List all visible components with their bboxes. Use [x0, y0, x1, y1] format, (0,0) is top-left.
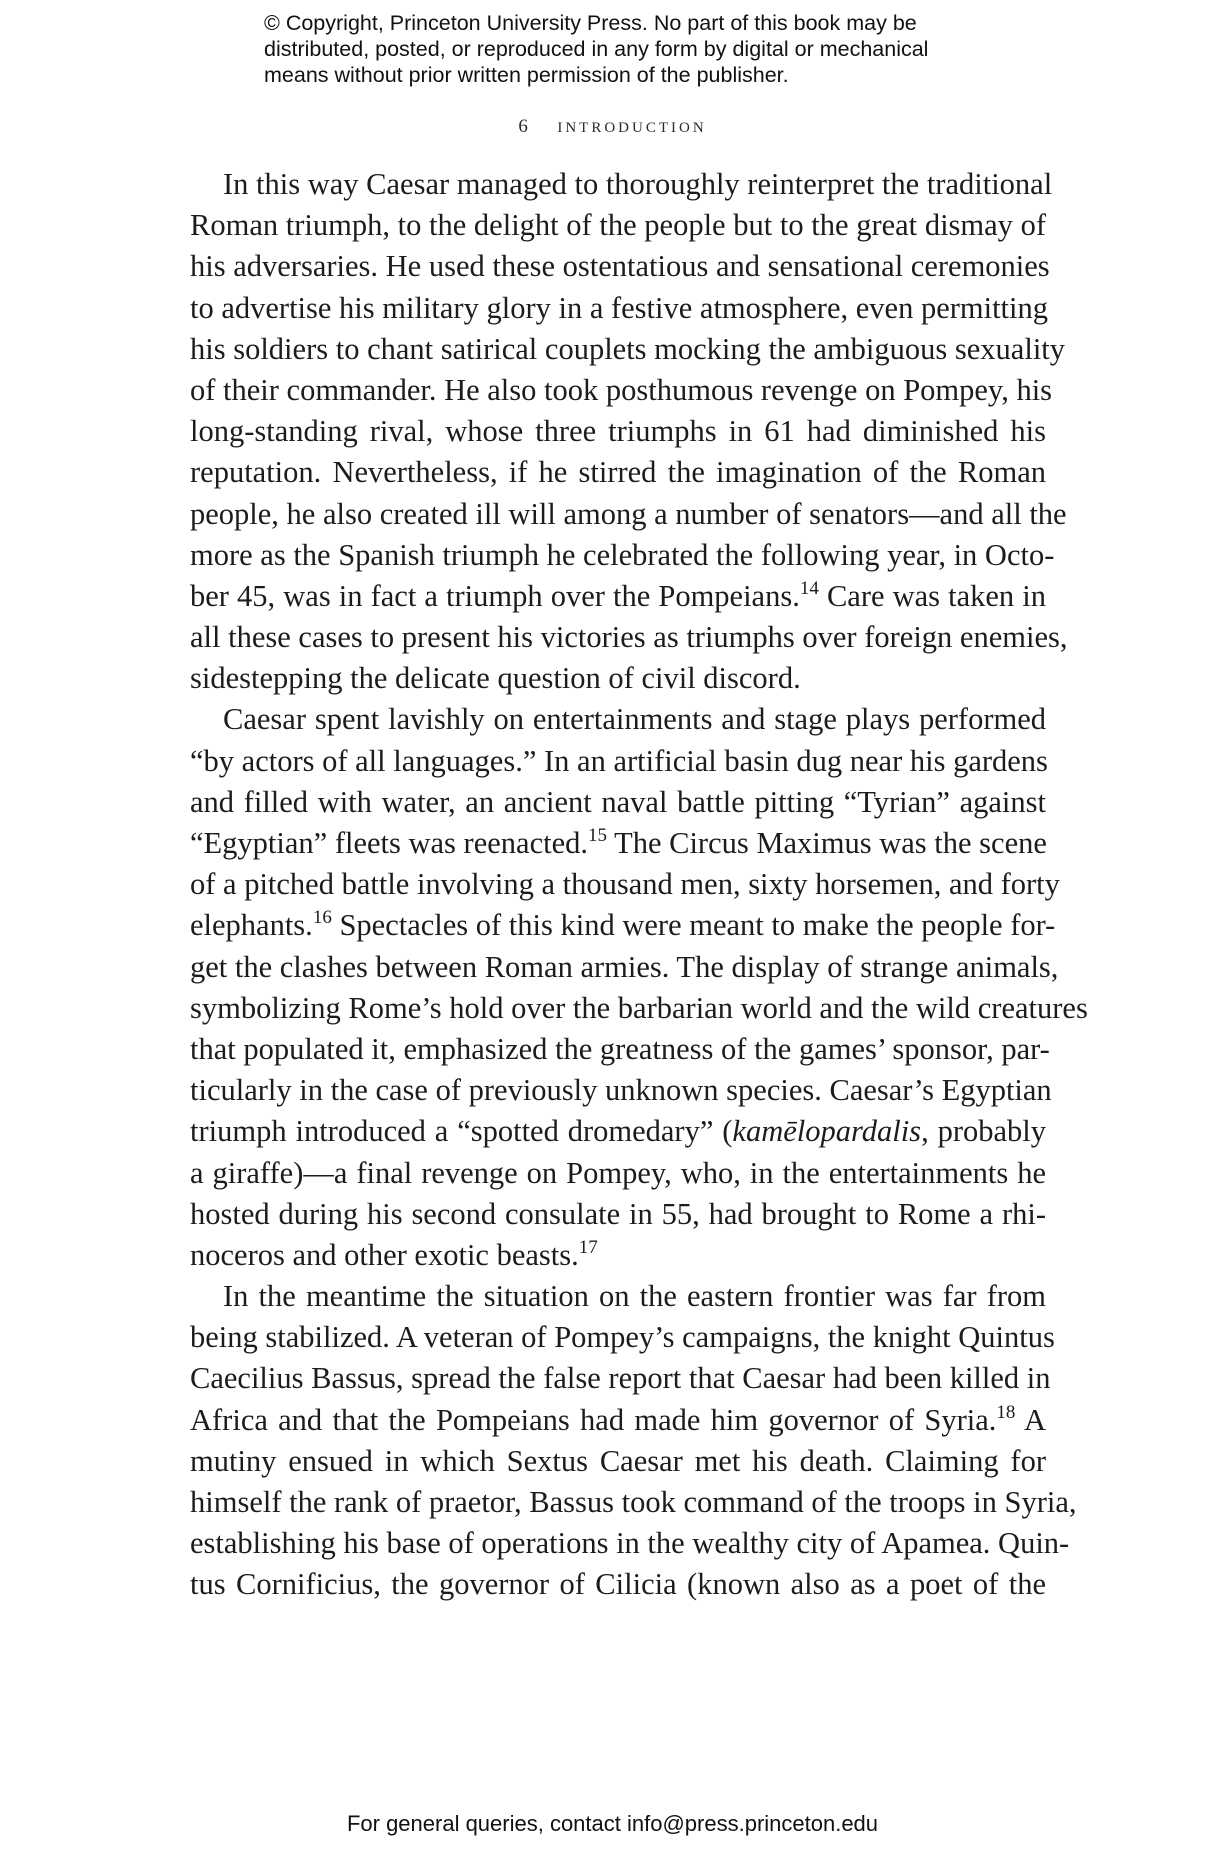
footnote-ref-14[interactable]: 14 [799, 577, 819, 599]
italic-term: kamēlopardalis [732, 1114, 922, 1149]
text-run: elephants. [190, 908, 313, 943]
text-line: Caecilius Bassus, spread the false report that Caesar had been killed in [190, 1361, 1051, 1396]
text-line: establishing his base of operations in the wealthy city of Apamea. Quin- [190, 1526, 1070, 1561]
text-line: sidestepping the delicate question of civil discord. [190, 661, 801, 696]
text-line [190, 1400, 1046, 1441]
text-line: that populated it, emphasized the greatness of the games’ sponsor, par- [190, 1031, 1050, 1066]
text-line: mutiny ensued in which Sextus Caesar met his death. Claiming for [190, 1443, 1046, 1478]
text-run: Africa and that the Pompeians had made him governor of Syria. [190, 1402, 997, 1437]
text-line: symbolizing Rome’s hold over the barbarian world and the wild creatures [190, 990, 1088, 1025]
footnote-ref-15[interactable]: 15 [588, 825, 607, 846]
copyright-line: means without prior written permission of the publisher. [264, 63, 789, 87]
text-line: of a pitched battle involving a thousand men, sixty horsemen, and forty [190, 867, 1060, 902]
running-head [0, 112, 1225, 138]
text-line: reputation. Nevertheless, if he stirred the imagination of the Roman [190, 455, 1046, 490]
text-line: hosted during his second consulate in 55, had brought to Rome a rhi- [190, 1196, 1046, 1231]
text-line: being stabilized. A veteran of Pompey’s campaigns, the knight Quintus [190, 1320, 1055, 1355]
text-line [190, 1111, 1046, 1152]
text-line: more as the Spanish triumph he celebrated the following year, in Octo- [190, 537, 1055, 572]
text-line: a giraffe)—a final revenge on Pompey, who, in the entertainments he [190, 1155, 1046, 1190]
text-line [190, 1235, 1046, 1276]
text-run: The Circus Maximus was the scene [607, 826, 1047, 860]
text-line [190, 905, 1056, 946]
text-line: and filled with water, an ancient naval battle pitting “Tyrian” against [190, 784, 1046, 819]
text-line: to advertise his military glory in a festive atmosphere, even permitting [190, 290, 1049, 325]
footnote-ref-18[interactable]: 18 [996, 1401, 1016, 1423]
text-line: ticularly in the case of previously unknown species. Caesar’s Egyptian [190, 1073, 1052, 1108]
text-line: Caesar spent lavishly on entertainments and stage plays performed [223, 702, 1046, 737]
text-line: all these cases to present his victories as triumphs over foreign enemies, [190, 620, 1068, 655]
text-run: triumph introduced a “spotted dromedary” ( [190, 1114, 733, 1149]
copyright-line: © Copyright, Princeton University Press. No part of this book may be [264, 11, 917, 35]
copyright-notice [264, 10, 1024, 88]
page-number: 6 [518, 116, 528, 137]
text-run: ber 45, was in fact a triumph over the Pompeians. [190, 578, 800, 613]
text-line: get the clashes between Roman armies. The display of strange animals, [190, 949, 1059, 984]
text-line: his soldiers to chant satirical couplets mocking the ambiguous sexuality [190, 331, 1066, 366]
text-line: long-standing rival, whose three triumphs in 61 had diminished his [190, 414, 1046, 449]
text-line: In the meantime the situation on the eastern frontier was far from [223, 1279, 1046, 1314]
text-run: “Egyptian” fleets was reenacted. [190, 826, 588, 860]
text-line: his adversaries. He used these ostentatious and sensational ceremonies [190, 249, 1050, 284]
text-run: noceros and other exotic beasts. [190, 1237, 579, 1272]
text-line: himself the rank of praetor, Bassus took command of the troops in Syria, [190, 1485, 1077, 1519]
copyright-line: distributed, posted, or reproduced in any form by digital or mechanical [264, 37, 929, 61]
footer-contact: For general queries, contact info@press.princeton.edu [346, 1811, 879, 1836]
chapter-title: introduction [557, 112, 707, 137]
text-run: Spectacles of this kind were meant to make the people for- [331, 908, 1056, 943]
text-line: of their commander. He also took posthumous revenge on Pompey, his [190, 372, 1053, 407]
text-line [190, 576, 1046, 617]
footnote-ref-16[interactable]: 16 [312, 907, 332, 929]
text-line: people, he also created ill will among a number of senators—and all the [190, 496, 1067, 531]
text-run: , probably [921, 1114, 1046, 1149]
text-line [190, 823, 1046, 864]
text-line: “by actors of all languages.” In an artificial basin dug near his gardens [190, 743, 1048, 778]
text-line: Roman triumph, to the delight of the people but to the great dismay of [190, 208, 1046, 243]
text-run: Care was taken in [818, 578, 1047, 613]
text-line: tus Cornificius, the governor of Cilicia (known also as a poet of the [190, 1567, 1046, 1602]
footnote-ref-17[interactable]: 17 [578, 1236, 598, 1258]
body-text [190, 164, 1088, 1606]
text-line: In this way Caesar managed to thoroughly reinterpret the traditional [223, 167, 1053, 201]
text-run: A [1015, 1402, 1047, 1437]
